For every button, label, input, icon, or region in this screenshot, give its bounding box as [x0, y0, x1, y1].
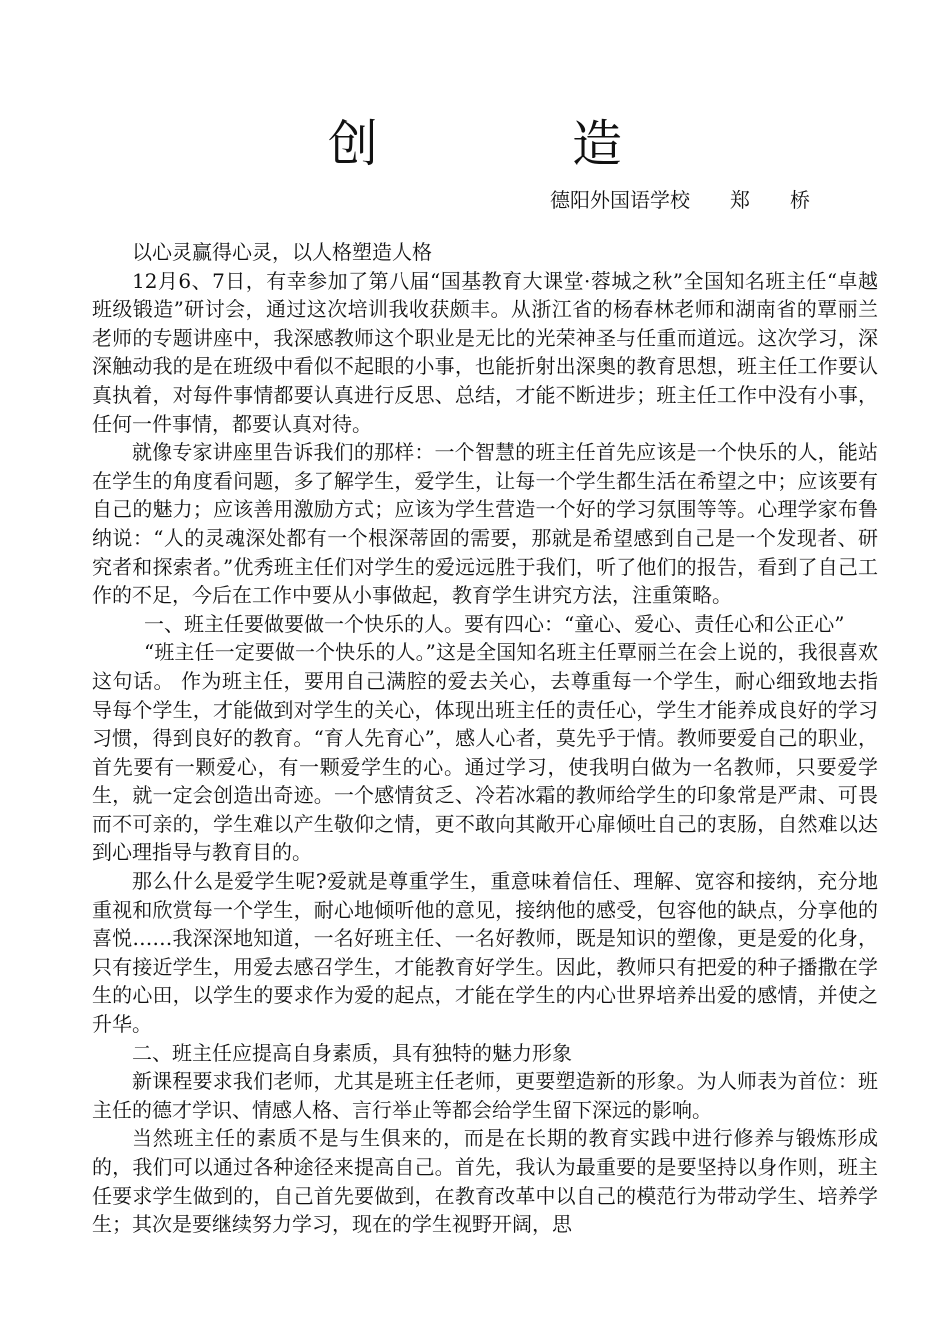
document-title: 创 造 — [328, 115, 694, 173]
body-paragraph: 那么什么是爱学生呢?爱就是尊重学生，重意味着信任、理解、宽容和接纳，充分地重视和欣赏每一个学生，耐心地倾听他的意见，接纳他的感受，包容他的缺点，分享他的喜悦……我深深地知道，一名好班主任、一名好教师，既是知识的塑像，更是爱的化身，只有接近学生，用爱去感召学生，才能教育好学生。因此，教师只有把爱的种子播撒在学生的心田，以学生的要求作为爱的起点，才能在学生的内心世界培养出爱的感情，并使之升华。 — [92, 869, 878, 1037]
document-body — [92, 238, 878, 1239]
body-paragraph: “班主任一定要做一个快乐的人。”这是全国知名班主任覃丽兰在会上说的，我很喜欢这句话。 作为班主任，要用自己满腔的爱去关心，去尊重每一个学生，耐心细致地去指导每个学生，才能做到对学生的关心，体现出班主任的责任心，学生才能养成良好的学习习惯，得到良好的教育。“育人先育心”，感人心者，莫先乎于情。教师要爱自己的职业，首先要有一颗爱心，有一颗爱学生的心。通过学习，使我明白做为一名教师，只要爱学生，就一定会创造出奇迹。一个感情贫乏、冷若冰霜的教师给学生的印象常是严肃、可畏而不可亲的，学生难以产生敬仰之情，更不敢向其敞开心扉倾吐自己的衷肠，自然难以达到心理指导与教育目的。 — [92, 640, 878, 865]
section-heading: 一、班主任要做要做一个快乐的人。要有四心：“童心、爱心、责任心和公正心” — [144, 611, 845, 636]
body-paragraph: 新课程要求我们老师，尤其是班主任老师，更要塑造新的形象。为人师表为首位：班主任的德才学识、情感人格、言行举止等都会给学生留下深远的影响。 — [92, 1069, 878, 1122]
subtitle-paragraph: 以心灵赢得心灵，以人格塑造人格 — [132, 240, 432, 264]
body-paragraph: 就像专家讲座里告诉我们的那样：一个智慧的班主任首先应该是一个快乐的人，能站在学生的角度看问题，多了解学生，爱学生，让每一个学生都生活在希望之中；应该要有自己的魅力；应该善用激励方式；应该为学生营造一个好的学习氛围等等。心理学家布鲁纳说：“人的灵魂深处都有一个根深蒂固的需要，那就是希望感到自己是一个发现者、研究者和探索者。”优秀班主任们对学生的爱远远胜于我们，听了他们的报告，看到了自己工作的不足，今后在工作中要从小事做起，教育学生讲究方法，注重策略。 — [92, 440, 878, 608]
body-paragraph: 12月6、7日，有幸参加了第八届“国基教育大课堂·蓉城之秋”全国知名班主任“卓越班级锻造”研讨会，通过这次培训我收获颇丰。从浙江省的杨春林老师和湖南省的覃丽兰老师的专题讲座中，我深感教师这个职业是无比的光荣神圣与任重而道远。这次学习，深深触动我的是在班级中看似不起眼的小事，也能折射出深奥的教育思想，班主任工作要认真执着，对每件事情都要认真进行反思、总结，才能不断进步；班主任工作中没有小事，任何一件事情，都要认真对待。 — [92, 268, 878, 436]
author-byline: 德阳外国语学校 郑 桥 — [550, 188, 810, 212]
body-paragraph: 当然班主任的素质不是与生俱来的，而是在长期的教育实践中进行修养与锻炼形成的，我们可以通过各种途径来提高自己。首先，我认为最重要的是要坚持以身作则，班主任要求学生做到的，自己首先要做到，在教育改革中以自己的模范行为带动学生、培养学生；其次是要继续努力学习，现在的学生视野开阔，思 — [92, 1126, 878, 1237]
section-heading: 二、班主任应提高自身素质，具有独特的魅力形象 — [132, 1040, 572, 1065]
